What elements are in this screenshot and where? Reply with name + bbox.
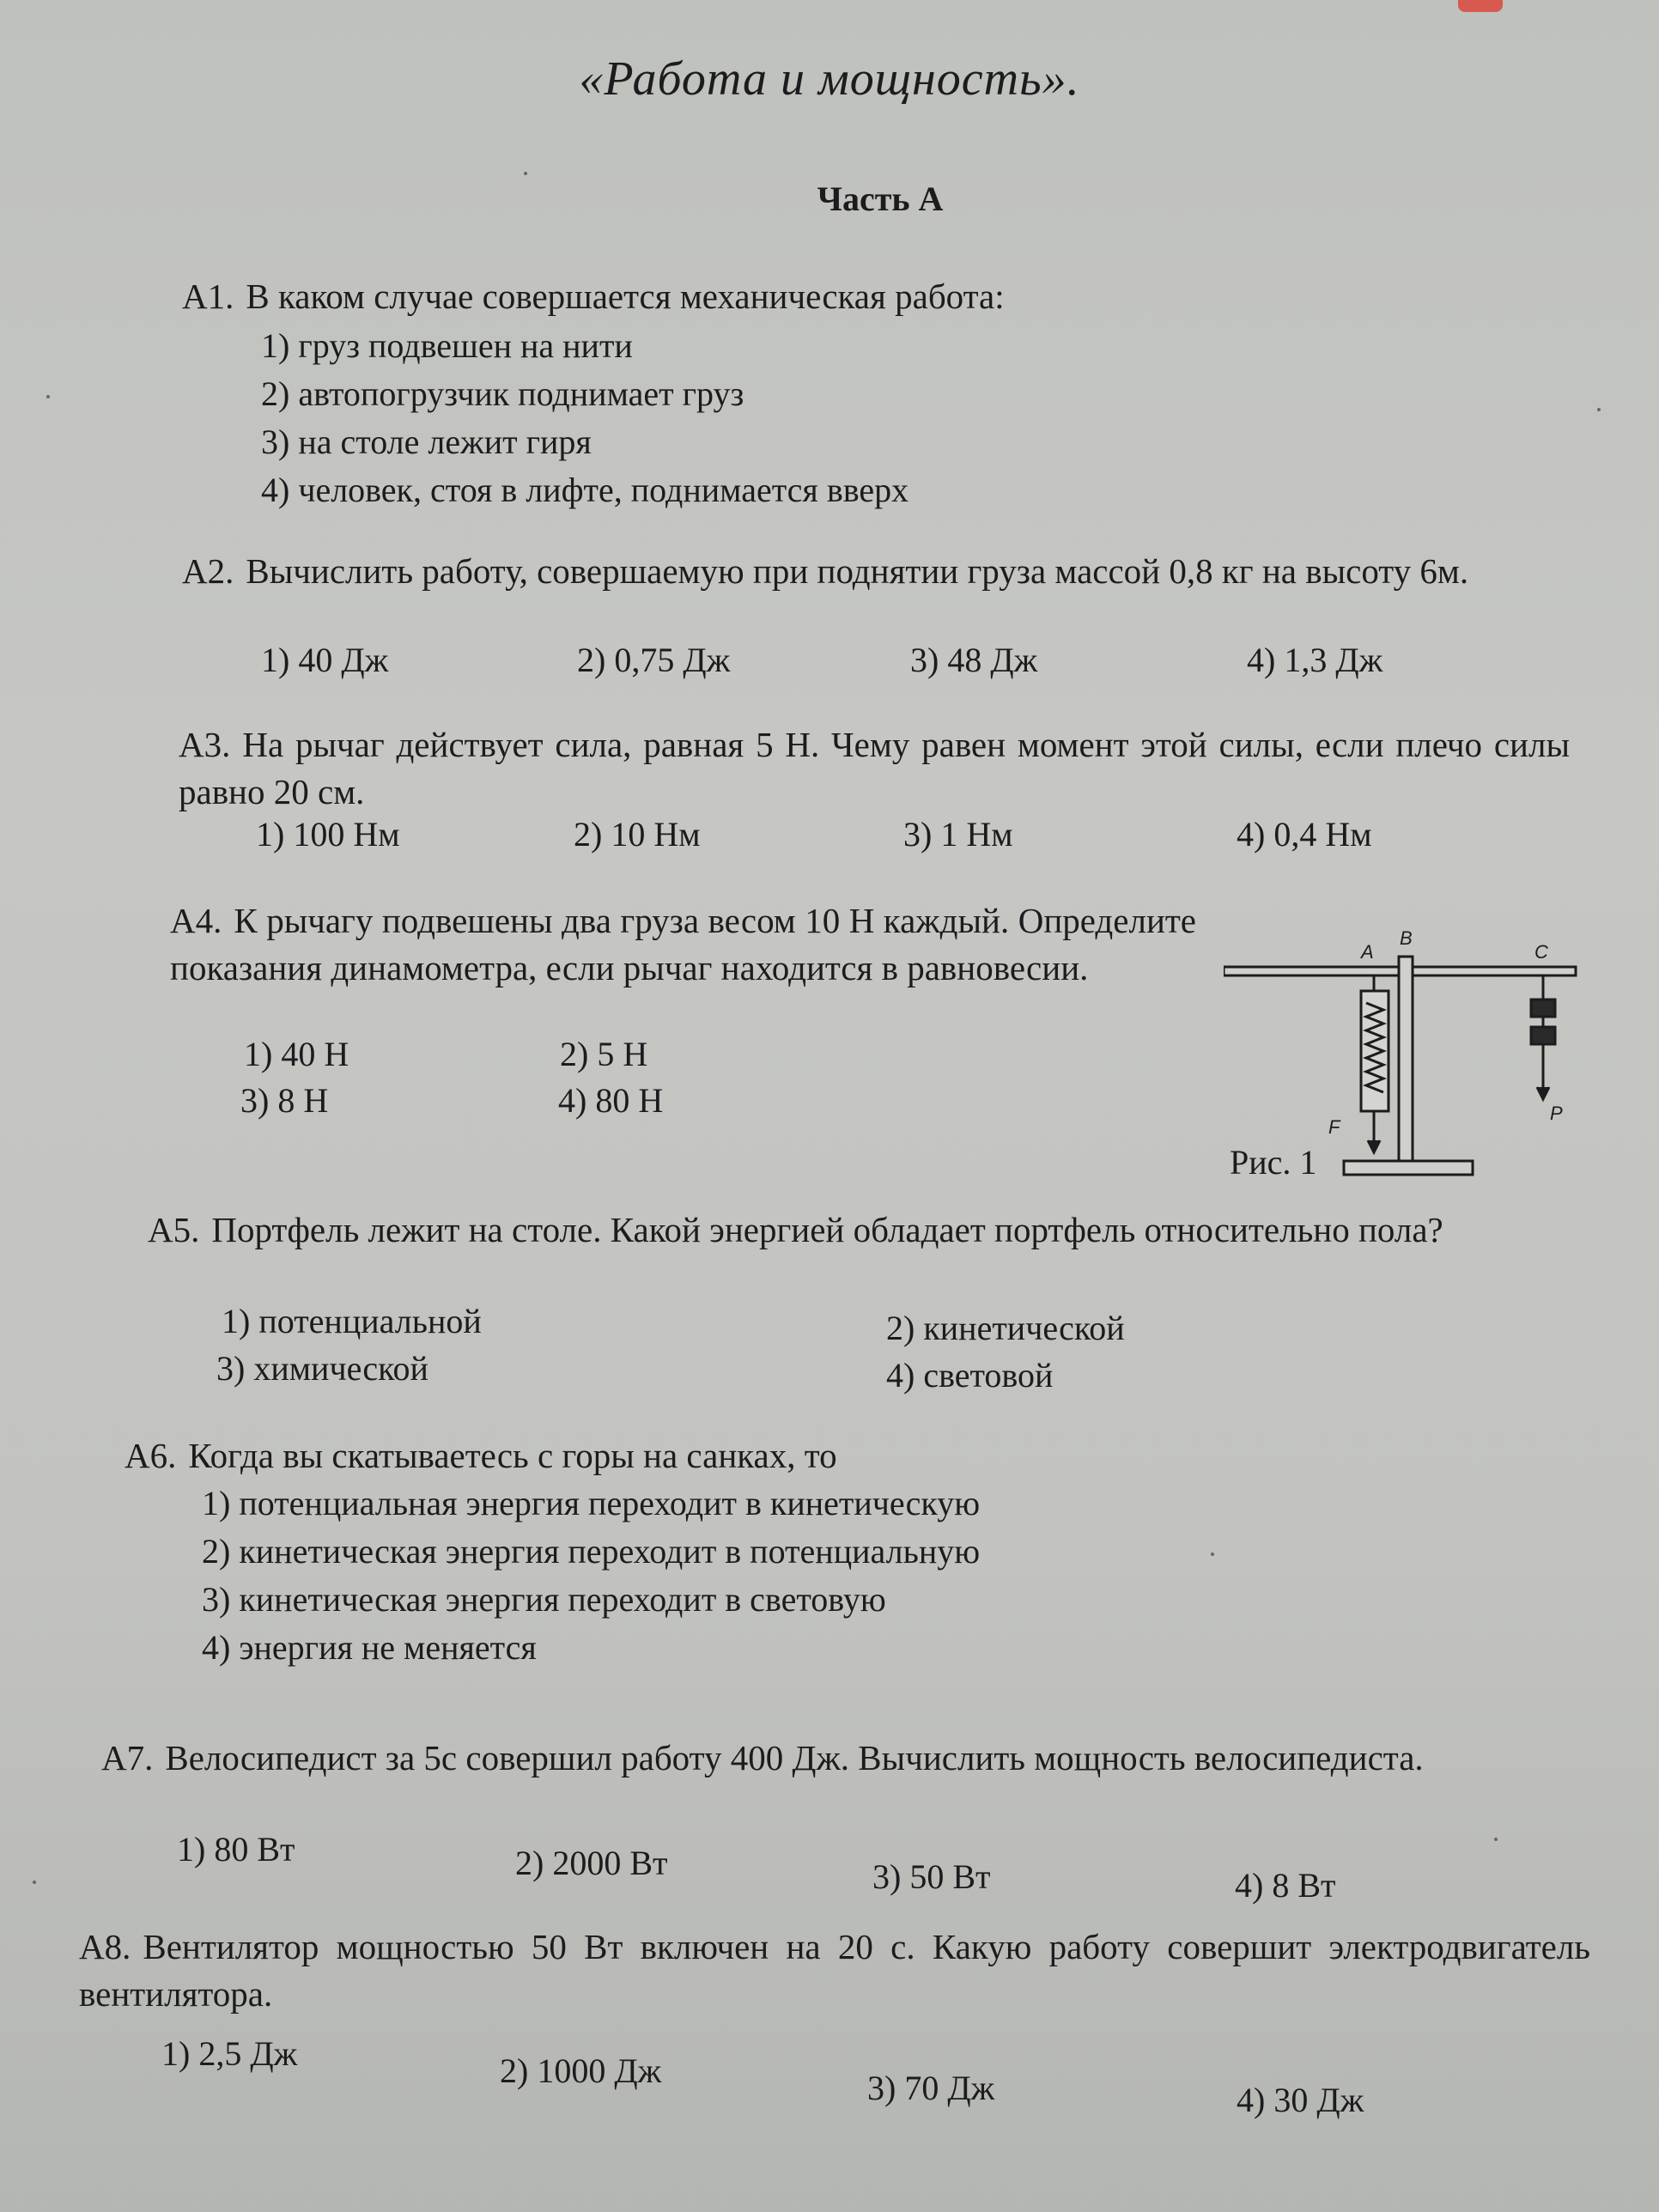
question-body: Когда вы скатываетесь с горы на санках, то xyxy=(188,1436,837,1475)
answer-option: 4) человек, стоя в лифте, поднимается вверх xyxy=(261,471,909,509)
question-number: А8. xyxy=(79,1927,131,1966)
question-body: В каком случае совершается механическая работа: xyxy=(246,276,1005,316)
question-text xyxy=(125,1432,1413,1480)
weight-1 xyxy=(1531,1000,1555,1017)
answer-option: 4) 8 Вт xyxy=(1235,1866,1336,1905)
answer-option: 3) 50 Вт xyxy=(872,1857,991,1896)
question-number: А6. xyxy=(125,1436,177,1475)
label-p: P xyxy=(1550,1103,1563,1124)
paper-speck xyxy=(1597,408,1601,411)
paper-speck xyxy=(1211,1553,1214,1556)
question-text xyxy=(170,897,1196,992)
answer-option: 2) 1000 Дж xyxy=(500,2051,662,2090)
part-heading: Часть А xyxy=(817,179,944,218)
answer-option: 1) 40 Дж xyxy=(261,641,389,679)
stand-post xyxy=(1399,957,1413,1163)
question-a6 xyxy=(125,1432,1413,1672)
answer-option: 2) автопогрузчик поднимает груз xyxy=(261,374,744,413)
question-text xyxy=(79,1923,1590,2018)
question-a1 xyxy=(182,273,1470,514)
answer-option: 4) световой xyxy=(886,1356,1054,1395)
question-body: К рычагу подвешены два груза весом 10 Н каждый. Определите показания динамометра, если рычаг находится в равновесии. xyxy=(170,901,1196,988)
question-number: А4. xyxy=(170,901,222,940)
answer-option: 3) 8 Н xyxy=(240,1081,329,1120)
worksheet-title: «Работа и мощность». xyxy=(579,52,1080,106)
answer-option: 3) 70 Дж xyxy=(867,2069,995,2107)
question-a2 xyxy=(182,548,1573,595)
answer-option: 3) 1 Нм xyxy=(903,815,1013,854)
question-number: А5. xyxy=(148,1210,200,1249)
answer-option: 1) потенциальная энергия переходит в кинетическую xyxy=(202,1484,981,1522)
answer-option: 2) кинетической xyxy=(886,1309,1125,1347)
question-body: Вентилятор мощностью 50 Вт включен на 20 с. Какую работу совершит электродвигатель вентилятора. xyxy=(79,1927,1590,2014)
label-c: C xyxy=(1534,941,1548,963)
answer-option: 4) 0,4 Нм xyxy=(1237,815,1372,854)
paper-speck xyxy=(46,395,50,398)
answer-option: 4) энергия не меняется xyxy=(202,1628,537,1667)
question-text xyxy=(182,273,1470,320)
question-number: А7. xyxy=(101,1738,154,1778)
answer-option: 2) 10 Нм xyxy=(574,815,701,854)
label-b: B xyxy=(1400,927,1413,949)
figure-caption: Рис. 1 xyxy=(1230,1143,1317,1182)
paper-speck xyxy=(33,1881,36,1884)
question-a8 xyxy=(79,1923,1590,2018)
answer-option: 4) 80 Н xyxy=(558,1081,664,1120)
answer-option: 1) 2,5 Дж xyxy=(161,2034,298,2073)
red-corner-mark xyxy=(1458,0,1503,12)
label-a: A xyxy=(1361,941,1374,963)
question-body: На рычаг действует сила, равная 5 Н. Чему равен момент этой силы, если плечо силы равно 20 см. xyxy=(179,725,1570,811)
answer-option: 2) кинетическая энергия переходит в потенциальную xyxy=(202,1532,981,1571)
answer-option: 2) 0,75 Дж xyxy=(577,641,731,679)
question-text xyxy=(179,721,1570,816)
answer-option: 3) 48 Дж xyxy=(910,641,1038,679)
answer-option: 3) на столе лежит гиря xyxy=(261,422,592,461)
answer-option: 2) 2000 Вт xyxy=(515,1844,668,1882)
answer-option: 4) 1,3 Дж xyxy=(1247,641,1383,679)
answer-option: 1) 100 Нм xyxy=(256,815,400,854)
question-number: А2. xyxy=(182,551,234,591)
answer-option: 4) 30 Дж xyxy=(1237,2081,1364,2119)
question-text xyxy=(101,1735,1597,1782)
answer-option: 1) 40 Н xyxy=(244,1035,349,1073)
paper-speck xyxy=(524,172,527,175)
answer-option: 1) груз подвешен на нити xyxy=(261,326,633,365)
answer-option: 3) кинетическая энергия переходит в световую xyxy=(202,1580,886,1619)
label-f: F xyxy=(1328,1116,1340,1138)
question-body: Портфель лежит на столе. Какой энергией обладает портфель относительно пола? xyxy=(211,1210,1443,1249)
question-number: А3. xyxy=(179,725,231,764)
question-a4 xyxy=(170,897,1196,992)
question-number: А1. xyxy=(182,276,234,316)
question-a5 xyxy=(148,1206,1583,1254)
answer-option: 2) 5 Н xyxy=(560,1035,648,1073)
answer-option: 1) потенциальной xyxy=(222,1302,482,1340)
question-body: Велосипедист за 5с совершил работу 400 Дж. Вычислить мощность велосипедиста. xyxy=(165,1738,1424,1778)
paper-speck xyxy=(1494,1838,1498,1841)
stand-base xyxy=(1344,1161,1473,1175)
answer-option: 1) 80 Вт xyxy=(177,1830,295,1869)
weight-2 xyxy=(1531,1027,1555,1044)
question-text xyxy=(148,1206,1583,1254)
question-a7 xyxy=(101,1735,1597,1782)
question-a3 xyxy=(179,721,1570,816)
question-body: Вычислить работу, совершаемую при поднятии груза массой 0,8 кг на высоту 6м. xyxy=(246,551,1469,591)
answer-option: 3) химической xyxy=(216,1349,428,1388)
question-text xyxy=(182,548,1573,595)
